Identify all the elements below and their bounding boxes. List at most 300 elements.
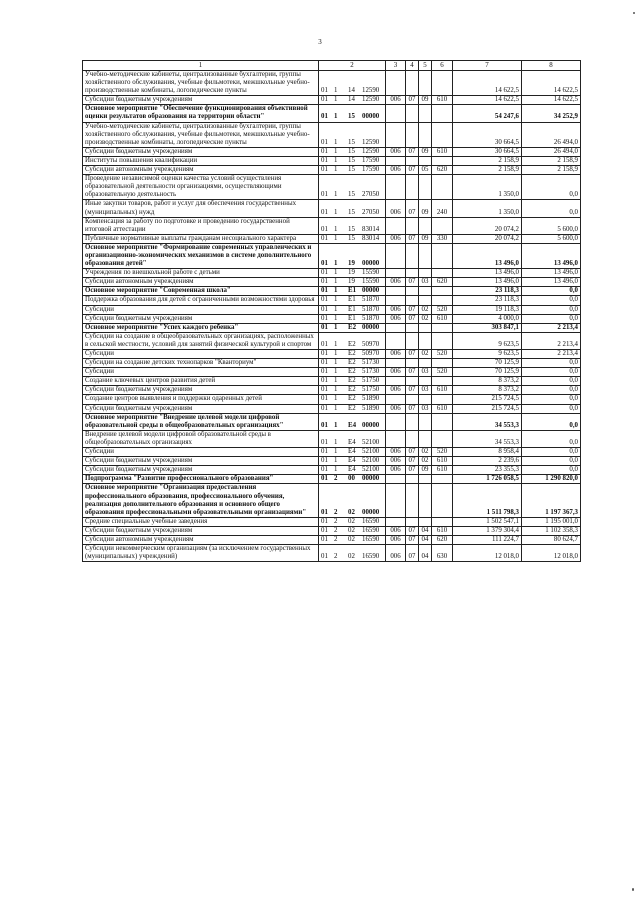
row-sum-2: 2 213,4: [522, 323, 581, 332]
code-part: 01: [321, 553, 328, 561]
row-vr: 610: [432, 314, 453, 323]
row-code: [319, 96, 386, 105]
row-rz: 07: [406, 386, 419, 395]
row-sum-1: 20 074,2: [453, 234, 522, 243]
row-rz: 07: [406, 526, 419, 535]
row-pr: 09: [419, 96, 432, 105]
row-sum-1: 1 726 058,5: [453, 475, 522, 484]
table-row: [83, 377, 581, 386]
row-name: Субсидии бюджетным учреждениям: [83, 96, 319, 105]
table-row: [83, 234, 581, 243]
row-rz: [406, 296, 419, 305]
code-part: 19: [348, 278, 355, 286]
row-ved: [386, 175, 406, 200]
row-sum-2: 26 494,0: [522, 147, 581, 156]
row-ved: [386, 156, 406, 165]
table-row: [83, 314, 581, 323]
row-sum-1: 13 496,0: [453, 243, 522, 268]
row-vr: 610: [432, 526, 453, 535]
code-part: 01: [321, 138, 328, 146]
row-rz: [406, 122, 419, 147]
code-part: 01: [321, 305, 328, 313]
code-part: 52100: [362, 466, 380, 474]
code-part: 15: [348, 208, 355, 216]
code-part: 01: [321, 438, 328, 446]
row-sum-2: 0,0: [522, 296, 581, 305]
row-ved: 006: [386, 404, 406, 413]
row-code: [319, 359, 386, 368]
row-sum-1: 2 239,6: [453, 457, 522, 466]
code-part: 51870: [362, 314, 380, 322]
table-row: [83, 96, 581, 105]
row-sum-1: 1 502 547,1: [453, 517, 522, 526]
code-part: 1: [334, 305, 338, 313]
table-row: [83, 545, 581, 562]
row-rz: [406, 323, 419, 332]
row-ved: [386, 475, 406, 484]
code-part: 01: [321, 457, 328, 465]
row-sum-2: 2 158,9: [522, 166, 581, 175]
row-pr: [419, 517, 432, 526]
table-row: [83, 332, 581, 349]
row-vr: 610: [432, 404, 453, 413]
code-part: 01: [321, 166, 328, 174]
code-part: 1: [334, 113, 338, 121]
row-pr: [419, 71, 432, 96]
code-part: 1: [334, 377, 338, 385]
code-part: 83014: [362, 225, 380, 233]
row-vr: [432, 377, 453, 386]
code-part: 01: [321, 466, 328, 474]
code-part: E2: [348, 323, 357, 331]
code-part: 51730: [362, 368, 380, 376]
row-rz: [406, 395, 419, 404]
row-name: Субсидии бюджетным учреждениям: [83, 466, 319, 475]
code-part: 01: [321, 377, 328, 385]
code-part: 83014: [362, 234, 380, 242]
row-pr: [419, 175, 432, 200]
code-part: 2: [334, 526, 338, 534]
row-name: Создание ключевых центров развития детей: [83, 377, 319, 386]
code-part: E2: [348, 340, 356, 348]
row-pr: 03: [419, 386, 432, 395]
row-ved: 006: [386, 278, 406, 287]
row-rz: [406, 484, 419, 517]
row-name: Субсидии автономным учреждениям: [83, 535, 319, 544]
row-name: Субсидии бюджетным учреждениям: [83, 526, 319, 535]
row-name: Субсидии: [83, 448, 319, 457]
code-part: 01: [321, 296, 328, 304]
code-part: 1: [334, 225, 338, 233]
table-row: [83, 71, 581, 96]
code-part: 1: [334, 395, 338, 403]
row-name: Субсидии на создание детских технопарков "Кванториум": [83, 359, 319, 368]
code-part: 14: [348, 96, 355, 104]
code-part: 1: [334, 138, 338, 146]
row-ved: 006: [386, 314, 406, 323]
row-code: [319, 234, 386, 243]
code-part: 27050: [362, 208, 380, 216]
table-row: [83, 175, 581, 200]
row-sum-1: 20 074,2: [453, 217, 522, 234]
code-part: 01: [321, 147, 328, 155]
row-name: Поддержка образования для детей с ограниченными возможностями здоровья: [83, 296, 319, 305]
row-code: [319, 323, 386, 332]
row-name: Основное мероприятие "Современная школа": [83, 287, 319, 296]
code-part: 01: [321, 359, 328, 367]
row-sum-2: 0,0: [522, 314, 581, 323]
row-name: Субсидии: [83, 368, 319, 377]
row-sum-1: 2 158,9: [453, 166, 522, 175]
code-part: 01: [321, 508, 328, 516]
row-sum-2: 2 213,4: [522, 350, 581, 359]
code-part: 52100: [362, 438, 380, 446]
row-rz: [406, 377, 419, 386]
code-part: E1: [348, 287, 357, 295]
code-part: 12590: [362, 96, 380, 104]
row-code: [319, 377, 386, 386]
row-pr: [419, 475, 432, 484]
row-vr: [432, 217, 453, 234]
code-part: 50970: [362, 350, 380, 357]
row-sum-1: 8 373,2: [453, 377, 522, 386]
table-row: [83, 305, 581, 314]
row-code: [319, 475, 386, 484]
row-code: [319, 466, 386, 475]
code-part: 01: [321, 208, 328, 216]
row-rz: 07: [406, 305, 419, 314]
row-code: [319, 200, 386, 217]
code-part: 15: [348, 225, 355, 233]
row-sum-2: 26 494,0: [522, 122, 581, 147]
row-pr: 03: [419, 278, 432, 287]
scan-speck: [633, 12, 635, 14]
row-name: Иные закупки товаров, работ и услуг для обеспечения государственных (муниципальных) нужд: [83, 200, 319, 217]
column-header: 5: [419, 61, 432, 71]
row-pr: 03: [419, 368, 432, 377]
row-sum-2: 0,0: [522, 457, 581, 466]
row-name: Субсидии: [83, 305, 319, 314]
row-ved: [386, 517, 406, 526]
row-name: Субсидии бюджетным учреждениям: [83, 386, 319, 395]
code-part: 01: [321, 517, 328, 525]
row-vr: 610: [432, 96, 453, 105]
row-vr: [432, 243, 453, 268]
table-row: [83, 448, 581, 457]
code-part: 15: [348, 191, 355, 199]
code-part: E4: [348, 421, 357, 429]
row-sum-2: 13 496,0: [522, 278, 581, 287]
table-row: [83, 278, 581, 287]
code-part: 12590: [362, 87, 380, 95]
code-part: 1: [334, 87, 338, 95]
row-name: Субсидии бюджетным учреждениям: [83, 457, 319, 466]
code-part: E4: [348, 457, 356, 465]
row-sum-2: 0,0: [522, 430, 581, 447]
row-vr: 610: [432, 457, 453, 466]
row-sum-1: 2 158,9: [453, 156, 522, 165]
row-ved: 006: [386, 526, 406, 535]
row-code: [319, 105, 386, 122]
code-part: 51890: [362, 395, 380, 403]
code-part: 17590: [362, 156, 380, 164]
row-ved: 006: [386, 466, 406, 475]
row-pr: [419, 269, 432, 278]
code-part: 2: [334, 508, 338, 516]
row-vr: [432, 287, 453, 296]
row-name: Компенсация за работу по подготовке и проведению государственной итоговой аттестации: [83, 217, 319, 234]
row-sum-2: 1 290 820,0: [522, 475, 581, 484]
code-part: E2: [348, 404, 356, 412]
row-code: [319, 545, 386, 562]
row-code: [319, 175, 386, 200]
row-vr: [432, 484, 453, 517]
row-rz: [406, 217, 419, 234]
table-row: [83, 217, 581, 234]
code-part: 2: [334, 553, 338, 561]
row-ved: [386, 413, 406, 430]
row-sum-1: 30 664,5: [453, 122, 522, 147]
code-part: 1: [334, 359, 338, 367]
table-row: [83, 105, 581, 122]
code-part: 01: [321, 96, 328, 104]
row-sum-1: 13 496,0: [453, 278, 522, 287]
code-part: 01: [321, 421, 328, 429]
row-sum-1: 215 724,5: [453, 404, 522, 413]
row-code: [319, 243, 386, 268]
table-row: [83, 430, 581, 447]
row-name: Субсидии автономным учреждениям: [83, 278, 319, 287]
code-part: 01: [321, 526, 328, 534]
row-code: [319, 278, 386, 287]
code-part: 00000: [362, 508, 380, 516]
code-part: 51730: [362, 359, 380, 367]
code-part: 01: [321, 475, 328, 483]
row-sum-1: 23 118,3: [453, 287, 522, 296]
row-sum-2: 0,0: [522, 305, 581, 314]
code-part: 50970: [362, 340, 380, 348]
row-sum-1: 23 118,3: [453, 296, 522, 305]
row-rz: 07: [406, 545, 419, 562]
code-part: 1: [334, 278, 338, 286]
code-part: 01: [321, 314, 328, 322]
row-ved: [386, 332, 406, 349]
code-part: E2: [348, 395, 356, 403]
table-row: [83, 269, 581, 278]
code-part: 00000: [362, 421, 380, 429]
row-sum-1: 1 379 304,4: [453, 526, 522, 535]
row-ved: [386, 395, 406, 404]
row-sum-2: 2 213,4: [522, 332, 581, 349]
row-rz: 07: [406, 404, 419, 413]
code-part: 01: [321, 287, 328, 295]
row-pr: 02: [419, 448, 432, 457]
code-part: 01: [321, 278, 328, 286]
row-sum-1: 30 664,5: [453, 147, 522, 156]
row-pr: [419, 430, 432, 447]
row-name: Субсидии автономным учреждениям: [83, 166, 319, 175]
code-part: 12590: [362, 138, 380, 146]
row-code: [319, 457, 386, 466]
row-vr: 620: [432, 535, 453, 544]
row-pr: [419, 105, 432, 122]
row-ved: 006: [386, 545, 406, 562]
code-part: 1: [334, 438, 338, 446]
column-header: 3: [386, 61, 406, 71]
row-name: Основное мероприятие "Формирование современных управленческих и организационно-экономических механизмов в системе дополнительного образования детей": [83, 243, 319, 268]
code-part: 15590: [362, 278, 380, 286]
code-part: 01: [321, 191, 328, 199]
row-ved: [386, 377, 406, 386]
code-part: 01: [321, 234, 328, 242]
code-part: 15590: [362, 269, 380, 277]
table-row: [83, 535, 581, 544]
row-sum-2: 1 195 001,0: [522, 517, 581, 526]
row-rz: 07: [406, 466, 419, 475]
row-code: [319, 368, 386, 377]
code-part: 01: [321, 260, 328, 268]
code-part: 01: [321, 404, 328, 412]
row-rz: [406, 359, 419, 368]
code-part: 1: [334, 350, 338, 357]
row-vr: 520: [432, 350, 453, 359]
code-part: 02: [348, 553, 355, 561]
row-vr: [432, 105, 453, 122]
row-rz: 07: [406, 448, 419, 457]
table-row: [83, 122, 581, 147]
row-ved: [386, 430, 406, 447]
row-code: [319, 305, 386, 314]
row-vr: [432, 269, 453, 278]
row-vr: [432, 156, 453, 165]
code-part: E1: [348, 296, 356, 304]
table-row: [83, 243, 581, 268]
row-rz: 07: [406, 278, 419, 287]
row-vr: [432, 359, 453, 368]
row-sum-1: 23 355,3: [453, 466, 522, 475]
row-code: [319, 448, 386, 457]
row-sum-1: 111 224,7: [453, 535, 522, 544]
row-sum-2: 0,0: [522, 386, 581, 395]
row-pr: [419, 332, 432, 349]
row-code: [319, 386, 386, 395]
row-code: [319, 350, 386, 359]
row-pr: 09: [419, 200, 432, 217]
row-code: [319, 404, 386, 413]
row-ved: 006: [386, 234, 406, 243]
table-row: [83, 166, 581, 175]
code-part: 1: [334, 448, 338, 456]
row-sum-1: 303 847,1: [453, 323, 522, 332]
code-part: 2: [334, 517, 338, 525]
row-name: Средние специальные учебные заведения: [83, 517, 319, 526]
code-part: 1: [334, 156, 338, 164]
table-row: [83, 484, 581, 517]
row-rz: [406, 105, 419, 122]
column-header: 6: [432, 61, 453, 71]
code-part: 12590: [362, 147, 380, 155]
row-sum-2: 0,0: [522, 413, 581, 430]
row-pr: 05: [419, 166, 432, 175]
row-code: [319, 71, 386, 96]
code-part: 15: [348, 234, 355, 242]
row-rz: 07: [406, 166, 419, 175]
row-sum-2: 13 496,0: [522, 243, 581, 268]
code-part: E2: [348, 368, 356, 376]
row-sum-1: 54 247,6: [453, 105, 522, 122]
code-part: E2: [348, 359, 356, 367]
code-part: 01: [321, 340, 328, 348]
row-code: [319, 156, 386, 165]
code-part: E2: [348, 350, 356, 357]
code-part: 1: [334, 166, 338, 174]
row-code: [319, 430, 386, 447]
column-header-row: [83, 61, 581, 71]
row-pr: 03: [419, 404, 432, 413]
code-part: 1: [334, 404, 338, 412]
code-part: 19: [348, 260, 355, 268]
row-vr: [432, 475, 453, 484]
code-part: 51750: [362, 386, 380, 394]
row-pr: 09: [419, 234, 432, 243]
scan-speck: [632, 888, 634, 891]
row-name: Основное мероприятие "Организация предоставления профессионального образования, профессионального обучения, реализация дополнительного образования и основного общего образования профессиональными образовательными организациями": [83, 484, 319, 517]
code-part: 1: [334, 340, 338, 348]
row-sum-2: 5 600,0: [522, 234, 581, 243]
code-part: 1: [334, 457, 338, 465]
code-part: 19: [348, 269, 355, 277]
row-rz: [406, 517, 419, 526]
row-sum-1: 8 958,4: [453, 448, 522, 457]
code-part: E1: [348, 305, 356, 313]
code-part: E2: [348, 377, 356, 385]
table-row: [83, 350, 581, 359]
row-ved: [386, 71, 406, 96]
row-ved: [386, 105, 406, 122]
column-header: 2: [319, 61, 386, 71]
row-sum-2: 0,0: [522, 466, 581, 475]
code-part: 00000: [362, 113, 380, 121]
row-ved: 006: [386, 305, 406, 314]
row-name: Субсидии на создание в общеобразовательных организациях, расположенных в сельской местности, условий для занятий физической культурой и спортом: [83, 332, 319, 349]
code-part: E4: [348, 438, 356, 446]
row-name: Субсидии бюджетным учреждениям: [83, 314, 319, 323]
row-sum-2: 5 600,0: [522, 217, 581, 234]
row-vr: [432, 323, 453, 332]
row-vr: 520: [432, 448, 453, 457]
row-sum-2: 0,0: [522, 404, 581, 413]
row-name: Основное мероприятие "Успех каждого ребенка": [83, 323, 319, 332]
row-sum-2: 2 158,9: [522, 156, 581, 165]
row-sum-1: 14 622,5: [453, 96, 522, 105]
row-code: [319, 484, 386, 517]
row-code: [319, 535, 386, 544]
row-sum-2: 0,0: [522, 287, 581, 296]
row-sum-2: 80 624,7: [522, 535, 581, 544]
table-row: [83, 200, 581, 217]
code-part: 1: [334, 466, 338, 474]
code-part: 16590: [362, 535, 380, 543]
row-pr: 09: [419, 147, 432, 156]
row-vr: [432, 71, 453, 96]
row-name: Субсидии: [83, 350, 319, 359]
row-pr: 02: [419, 305, 432, 314]
row-ved: [386, 323, 406, 332]
row-pr: 04: [419, 535, 432, 544]
row-sum-1: 1 350,0: [453, 175, 522, 200]
table-row: [83, 287, 581, 296]
row-sum-2: 0,0: [522, 359, 581, 368]
